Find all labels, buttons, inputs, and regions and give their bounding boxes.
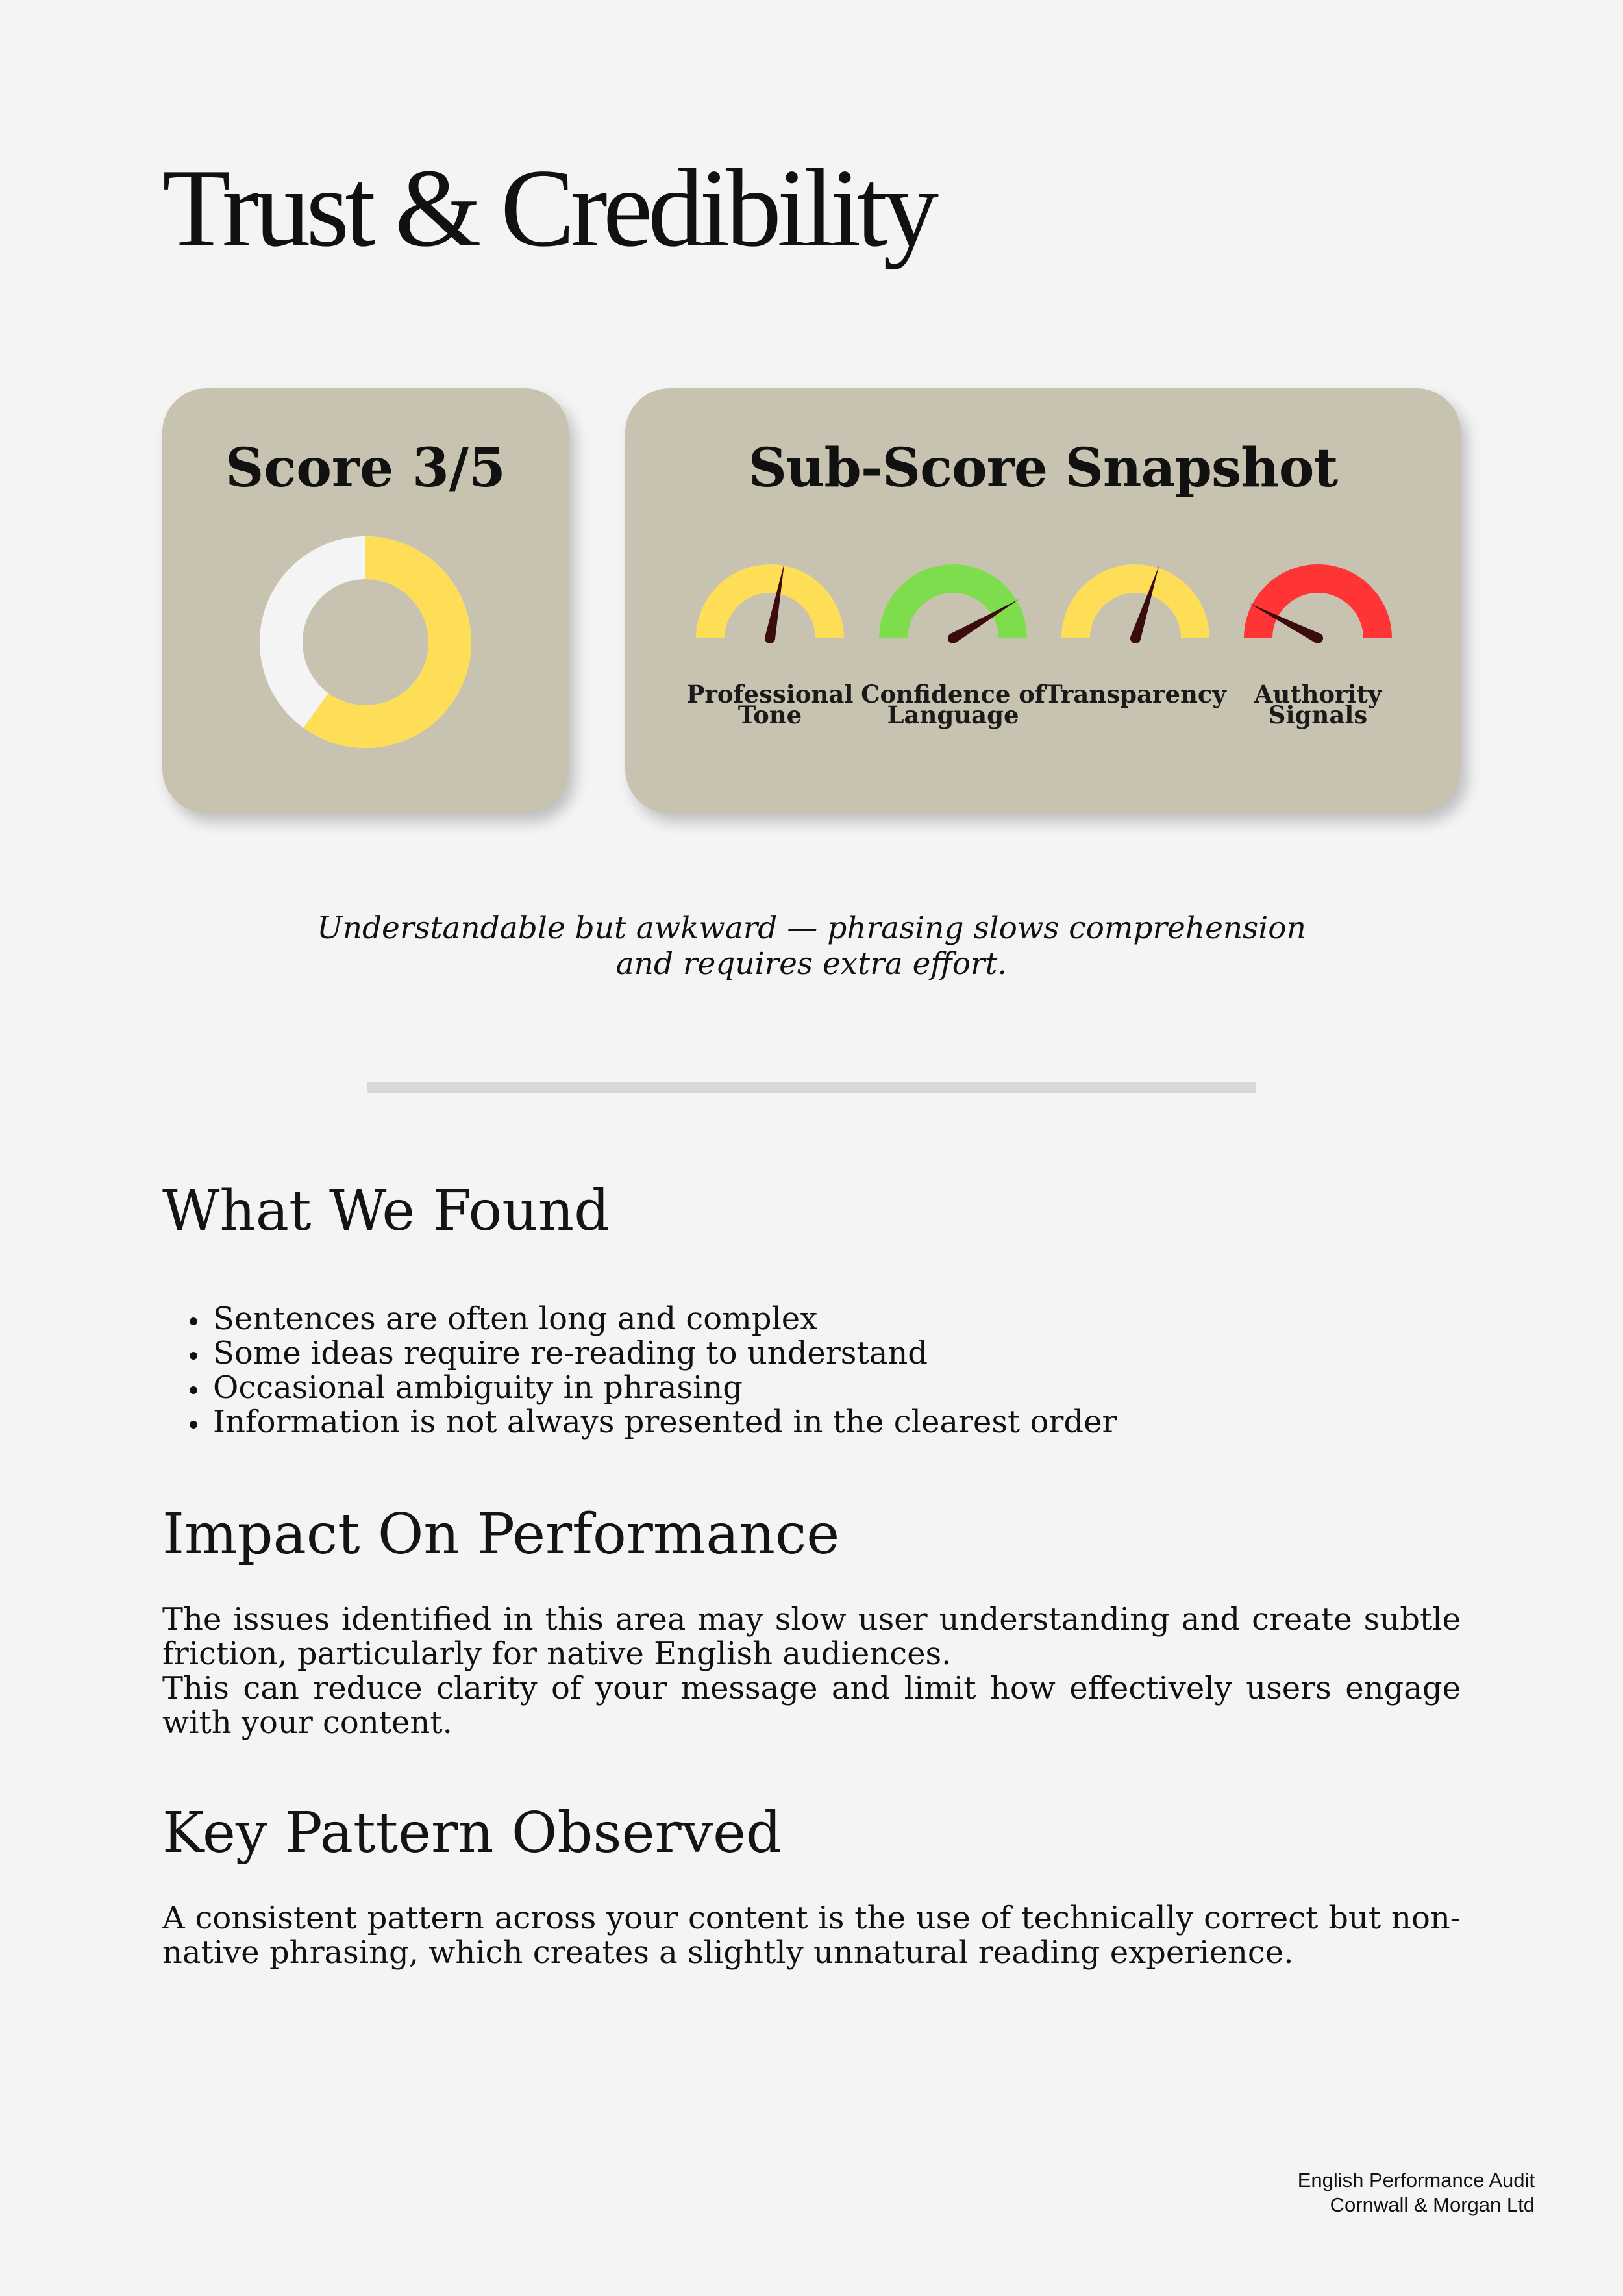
score-summary	[292, 910, 1331, 982]
impact-heading: Impact On Performance	[162, 1502, 840, 1567]
gauge-arc	[1258, 579, 1378, 638]
gauge-hub	[948, 633, 958, 643]
impact-text	[162, 1603, 1461, 1740]
page-title: Trust & Credibility	[162, 147, 935, 270]
finding-item: Information is not always presented in the clearest order	[162, 1405, 1117, 1440]
gauge-label-line: Tone	[737, 701, 802, 729]
what-we-found-heading: What We Found	[162, 1179, 610, 1243]
gauge-label-line: Transparency	[1045, 680, 1226, 708]
finding-item: Occasional ambiguity in phrasing	[162, 1371, 1117, 1405]
gauge-label-line: Language	[887, 701, 1019, 729]
finding-item: Sentences are often long and complex	[162, 1302, 1117, 1336]
gauge-label	[1224, 680, 1412, 729]
gauge-label-line: Authority	[1254, 680, 1382, 708]
gauge-row	[625, 388, 1461, 813]
pattern-heading: Key Pattern Observed	[162, 1801, 782, 1866]
score-summary-line-1: Understandable but awkward — phrasing slows comprehension	[317, 910, 1306, 946]
gauge-label-line: Professional	[686, 680, 854, 708]
gauge-hub	[1313, 633, 1323, 643]
gauge-3	[1058, 560, 1213, 645]
gauge-label	[1041, 680, 1230, 708]
score-card	[162, 388, 569, 813]
gauge-4	[1240, 560, 1396, 645]
gauge-label-line: Confidence of	[861, 680, 1045, 708]
impact-paragraph-1: The issues identified in this area may slow user understanding and create subtle friction, particularly for native English audiences.	[162, 1601, 1461, 1672]
gauge-1	[692, 560, 848, 645]
gauge-label	[676, 680, 864, 729]
score-heading: Score 3/5	[225, 437, 506, 499]
impact-paragraph-2: This can reduce clarity of your message and limit how effectively users engage with your content.	[162, 1670, 1461, 1741]
gauge-label	[859, 680, 1047, 729]
sub-score-heading: Sub-Score Snapshot	[748, 437, 1338, 499]
section-divider	[367, 1082, 1256, 1093]
pattern-text	[162, 1901, 1461, 1970]
pattern-paragraph: A consistent pattern across your content is the use of technically correct but non-native phrasing, which creates a slightly unnatural reading experience.	[162, 1900, 1461, 1971]
sub-score-card	[625, 388, 1461, 813]
footer	[1298, 2168, 1535, 2217]
finding-item: Some ideas require re-reading to understand	[162, 1336, 1117, 1371]
gauge-arc	[893, 579, 1013, 638]
score-summary-line-2: and requires extra effort.	[615, 946, 1008, 982]
findings-list	[162, 1302, 1117, 1440]
score-donut-chart	[258, 535, 473, 749]
gauge-2	[875, 560, 1031, 645]
gauge-hub	[765, 633, 775, 643]
gauge-label-line: Signals	[1268, 701, 1368, 729]
footer-company-name: Cornwall & Morgan Ltd	[1330, 2193, 1535, 2216]
gauge-hub	[1130, 633, 1141, 643]
footer-report-name: English Performance Audit	[1297, 2169, 1535, 2191]
